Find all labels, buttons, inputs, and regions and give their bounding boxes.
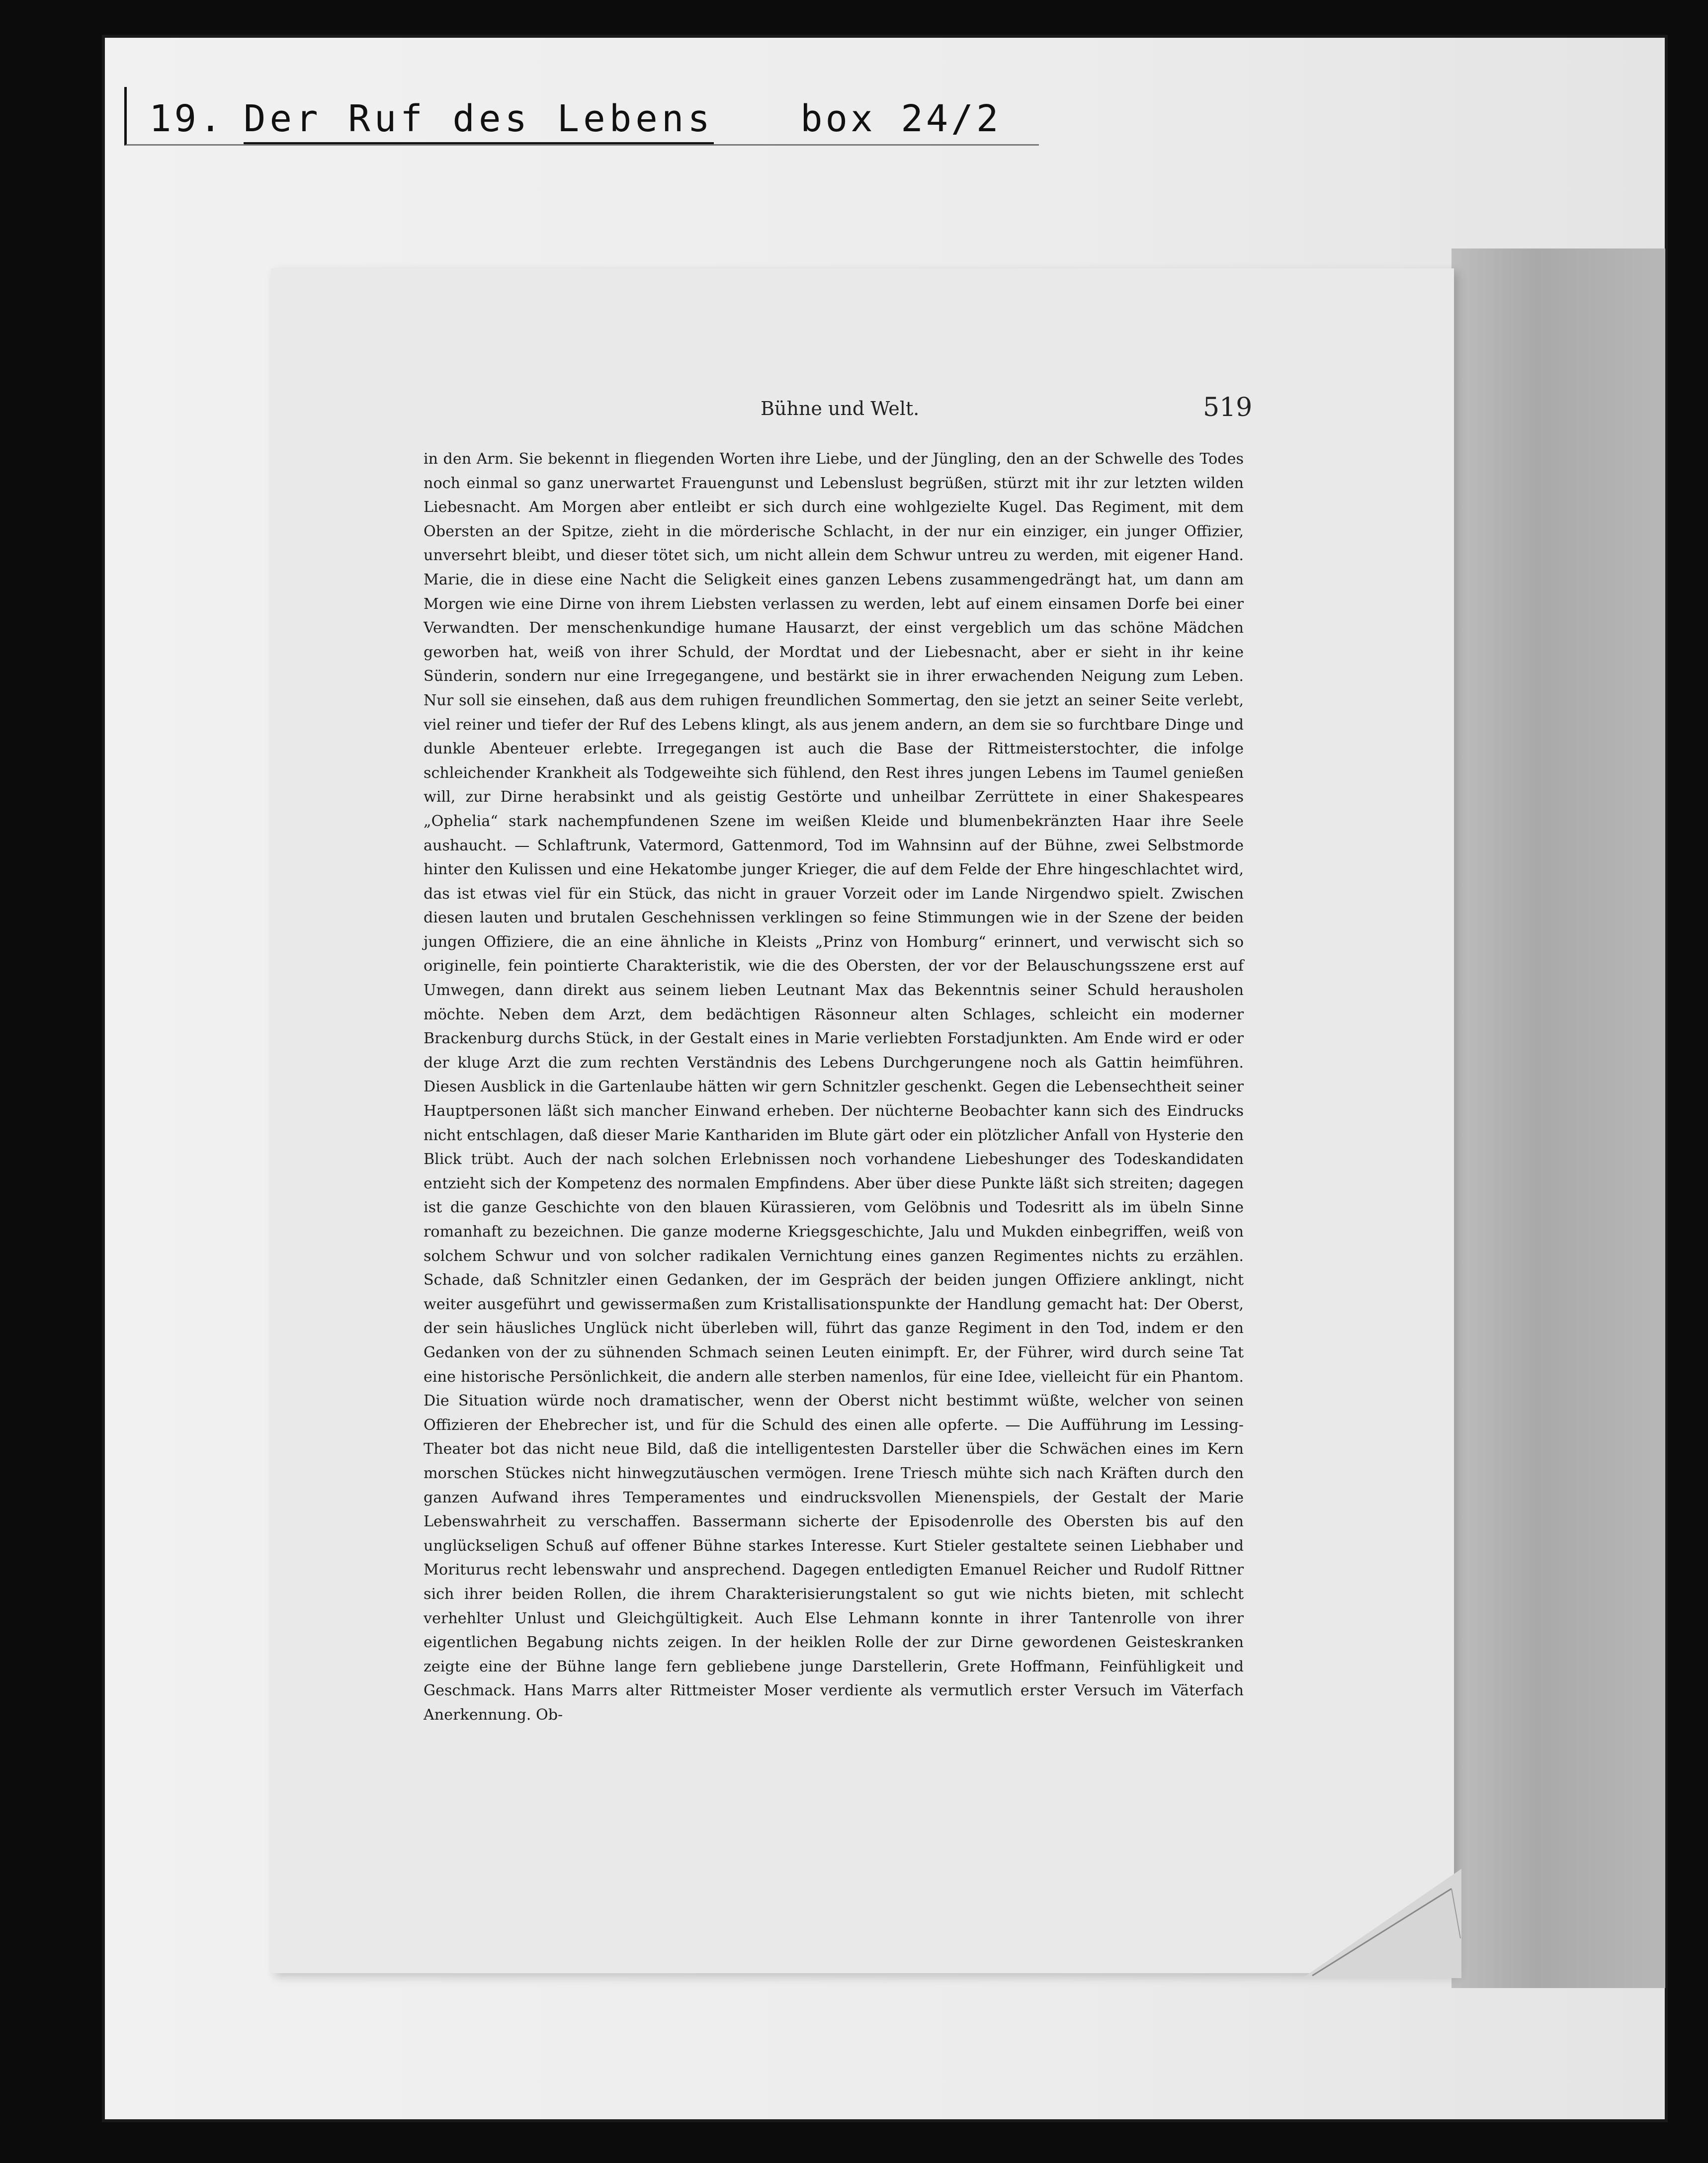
- running-head: Bühne und Welt.: [761, 398, 920, 419]
- box-label: box 24/2: [800, 97, 1002, 140]
- article-body: [424, 447, 1244, 1727]
- article-paragraph: in den Arm. Sie bekennt in fliegenden Worten ihre Liebe, und der Jüngling, den an der Schwelle des Todes noch einmal so ganz unerwartet Frauengunst und Lebenslust begrüßen, stürzt mit ihr zur letzten wilden Liebesnacht. Am Morgen aber entleibt er sich durch eine wohlgezielte Kugel. Das Regiment, mit dem Obersten an der Spitze, zieht in die mörderische Schlacht, in der nur ein einziger, ein junger Offizier, unversehrt bleibt, und dieser tötet sich, um nicht allein dem Schwur untreu zu werden, mit eigener Hand. Marie, die in diese eine Nacht die Seligkeit eines ganzen Lebens zusammengedrängt hat, um dann am Morgen wie eine Dirne von ihrem Liebsten verlassen zu werden, lebt auf einem einsamen Dorfe bei einer Verwandten. Der menschenkundige humane Hausarzt, der einst vergeblich um das schöne Mädchen geworben hat, weiß von ihrer Schuld, der Mordtat und der Liebesnacht, aber er sieht in ihr keine Sünderin, sondern nur eine Irregegangene, und bestärkt sie in ihrer erwachenden Neigung zum Leben. Nur soll sie einsehen, daß aus dem ruhigen freundlichen Sommertag, den sie jetzt an seiner Seite verlebt, viel reiner und tiefer der Ruf des Lebens klingt, als aus jenem andern, an dem sie so furchtbare Dinge und dunkle Abenteuer erlebte. Irregegangen ist auch die Base der Rittmeisterstochter, die infolge schleichender Krankheit als Todgeweihte sich fühlend, den Rest ihres jungen Lebens im Taumel genießen will, zur Dirne herabsinkt und als geistig Gestörte und unheilbar Zerrüttete in einer Shakespeares „Ophelia“ stark nachempfundenen Szene im weißen Kleide und blumenbekränzten Haar ihre Seele aushaucht. — Schlaftrunk, Vatermord, Gattenmord, Tod im Wahnsinn auf der Bühne, zwei Selbstmorde hinter den Kulissen und eine Hekatombe junger Krieger, die auf dem Felde der Ehre hingeschlachtet wird, das ist etwas viel für ein Stück, das nicht in grauer Vorzeit oder im Lande Nirgendwo spielt. Zwischen diesen lauten und brutalen Geschehnissen verklingen so feine Stimmungen wie in der Szene der beiden jungen Offiziere, die an eine ähnliche in Kleists „Prinz von Homburg“ erinnert, und verwischt sich so originelle, fein pointierte Charakteristik, wie die des Obersten, der vor der Belauschungsszene erst auf Umwegen, dann direkt aus seinem lieben Leutnant Max das Bekenntnis seiner Schuld herausholen möchte. Neben dem Arzt, dem bedächtigen Räsonneur alten Schlages, schleicht ein moderner Brackenburg durchs Stück, in der Gestalt eines in Marie verliebten Forstadjunkten. Am Ende wird er oder der kluge Arzt die zum rechten Verständnis des Lebens Durchgerungene noch als Gattin heimführen. Diesen Ausblick in die Gartenlaube hätten wir gern Schnitzler geschenkt. Gegen die Lebensechtheit seiner Hauptpersonen läßt sich mancher Einwand erheben. Der nüchterne Beobachter kann sich des Eindrucks nicht entschlagen, daß dieser Marie Kanthariden im Blute gärt oder ein plötzlicher Anfall von Hysterie den Blick trübt. Auch der nach solchen Erlebnissen noch vorhandene Liebeshunger des Todeskandidaten entzieht sich der Kompetenz des normalen Empfindens. Aber über diese Punkte läßt sich streiten; dagegen ist die ganze Geschichte von den blauen Kürassieren, vom Gelöbnis und Todesritt als im übeln Sinne romanhaft zu bezeichnen. Die ganze moderne Kriegsgeschichte, Jalu und Mukden einbegriffen, weiß von solchem Schwur und von solcher radikalen Vernichtung eines ganzen Regimentes nichts zu erzählen. Schade, daß Schnitzler einen Gedanken, der im Gespräch der beiden jungen Offiziere anklingt, nicht weiter ausgeführt und gewissermaßen zum Kristallisationspunkte der Handlung gemacht hat: Der Oberst, der sein häusliches Unglück nicht überleben will, führt das ganze Regiment in den Tod, indem er den Gedanken von der zu sühnenden Schmach seinen Leuten einimpft. Er, der Führer, wird durch seine Tat eine historische Persönlichkeit, die andern alle sterben namenlos, für eine Idee, vielleicht für ein Phantom. Die Situation würde noch dramatischer, wenn der Oberst nicht bestimmt wüßte, welcher von seinen Offizieren der Ehebrecher ist, und für die Schuld des einen alle opferte. — Die Aufführung im Lessing-Theater bot das nicht neue Bild, daß die intelligentesten Darsteller über die Schwächen eines im Kern morschen Stückes nicht hinwegzutäuschen vermögen. Irene Triesch mühte sich nach Kräften durch den ganzen Aufwand ihres Temperamentes und eindrucksvollen Mienenspiels, der Gestalt der Marie Lebenswahrheit zu verschaffen. Bassermann sicherte der Episodenrolle des Obersten bis auf den unglückseligen Schuß auf offener Bühne starkes Interesse. Kurt Stieler gestaltete seinen Liebhaber und Moriturus recht lebenswahr und ansprechend. Dagegen entledigten Emanuel Reicher und Rudolf Rittner sich ihrer beiden Rollen, die ihrem Charakterisierungstalent so gut wie nichts bieten, mit schlecht verhehlter Unlust und Gleichgültigkeit. Auch Else Lehmann konnte in ihrer Tantenrolle von ihrer eigentlichen Begabung nichts zeigen. In der heiklen Rolle der zur Dirne gewordenen Geisteskranken zeigte eine der Bühne lange fern gebliebene junge Darstellerin, Grete Hoffmann, Feinfühligkeit und Geschmack. Hans Marrs alter Rittmeister Moser verdiente als vermutlich erster Versuch im Väterfach Anerkennung. Ob-: [424, 450, 1244, 1724]
- page-number: 519: [1203, 393, 1253, 422]
- sheet-shadow: [1452, 249, 1665, 1988]
- work-title: Der Ruf des Lebens: [244, 97, 714, 144]
- folded-corner-icon: [1302, 1869, 1461, 1978]
- folder-number: 19.: [149, 97, 225, 140]
